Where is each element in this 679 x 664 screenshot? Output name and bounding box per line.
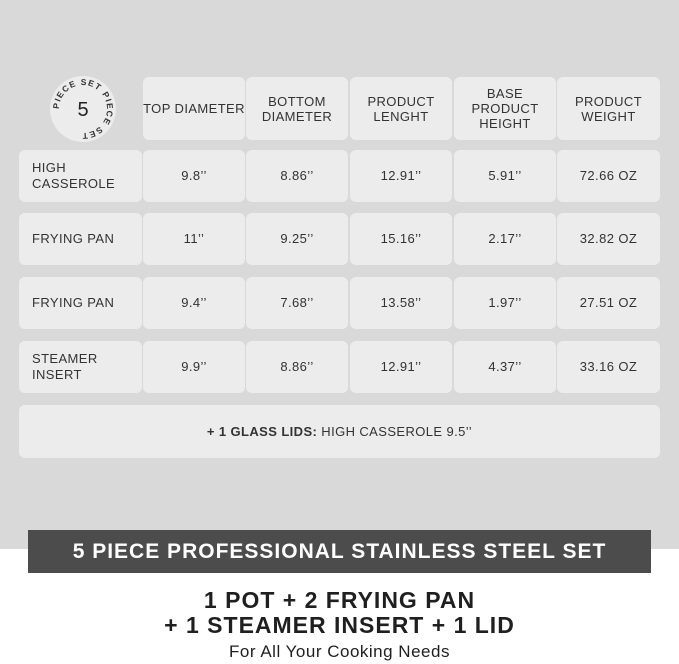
- row-name: FRYING PAN: [19, 213, 142, 265]
- header-top-diameter: TOP DIAMETER: [143, 77, 245, 140]
- set-banner: 5 PIECE PROFESSIONAL STAINLESS STEEL SET: [28, 530, 651, 573]
- glass-lid-note: [19, 405, 660, 458]
- table-cell: 9.9’’: [143, 341, 245, 393]
- table-cell: 32.82 OZ: [557, 213, 660, 265]
- table-cell: 72.66 OZ: [557, 150, 660, 202]
- row-name: FRYING PAN: [19, 277, 142, 329]
- table-cell: 12.91’’: [350, 341, 452, 393]
- piece-set-badge-icon: [48, 74, 118, 144]
- piece-set-badge: [48, 74, 118, 144]
- glass-lid-note-text: HIGH CASSEROLE 9.5’’: [321, 424, 473, 439]
- table-cell: 5.91’’: [454, 150, 556, 202]
- header-product-weight: PRODUCT WEIGHT: [557, 77, 660, 140]
- badge-number: 5: [77, 99, 89, 121]
- table-cell: 11’’: [143, 213, 245, 265]
- table-cell: 8.86’’: [246, 150, 348, 202]
- header-bottom-diameter: BOTTOM DIAMETER: [246, 77, 348, 140]
- table-cell: 1.97’’: [454, 277, 556, 329]
- header-base-product-height: BASE PRODUCT HEIGHT: [454, 77, 556, 140]
- table-cell: 27.51 OZ: [557, 277, 660, 329]
- table-cell: 4.37’’: [454, 341, 556, 393]
- table-cell: 12.91’’: [350, 150, 452, 202]
- table-cell: 2.17’’: [454, 213, 556, 265]
- row-name: STEAMER INSERT: [19, 341, 142, 393]
- table-cell: 7.68’’: [246, 277, 348, 329]
- table-cell: 15.16’’: [350, 213, 452, 265]
- badge-ring-text: PIECE SET PIECE SET: [50, 76, 116, 142]
- table-cell: 33.16 OZ: [557, 341, 660, 393]
- table-cell: 8.86’’: [246, 341, 348, 393]
- table-cell: 9.25’’: [246, 213, 348, 265]
- table-cell: 9.8’’: [143, 150, 245, 202]
- tagline: For All Your Cooking Needs: [229, 642, 450, 661]
- header-product-length: PRODUCT LENGHT: [350, 77, 452, 140]
- table-cell: 13.58’’: [350, 277, 452, 329]
- summary-line-1: 1 POT + 2 FRYING PAN: [203, 587, 476, 613]
- row-name: HIGH CASSEROLE: [19, 150, 142, 202]
- summary-line-2: + 1 STEAMER INSERT + 1 LID: [164, 612, 515, 638]
- glass-lid-note-label: + 1 GLASS LIDS:: [206, 424, 318, 439]
- table-cell: 9.4’’: [143, 277, 245, 329]
